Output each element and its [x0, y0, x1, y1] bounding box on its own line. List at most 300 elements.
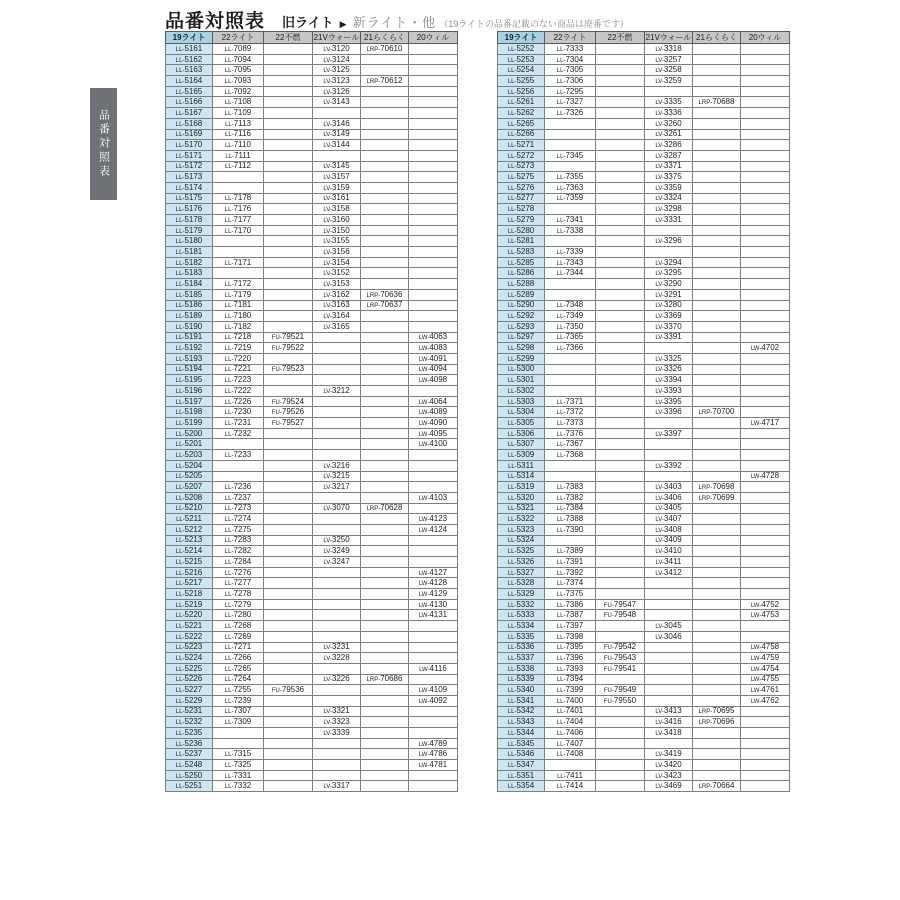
cell — [409, 706, 458, 717]
cell-19light: LL-5215 — [166, 557, 213, 568]
cell — [645, 674, 693, 685]
cell — [264, 150, 313, 161]
part-prefix: LL- — [556, 570, 566, 577]
table-row — [166, 279, 458, 290]
cell: LL-7373 — [545, 418, 596, 429]
cell: LL-7315 — [213, 749, 264, 760]
cell: LL-7171 — [213, 257, 264, 268]
cell: LRP-70637 — [361, 300, 409, 311]
cell-19light: LL-5286 — [498, 268, 545, 279]
part-prefix: LL- — [175, 46, 185, 53]
cell-19light: LL-5328 — [498, 578, 545, 589]
cell — [264, 546, 313, 557]
part-prefix: LL- — [557, 773, 566, 780]
cell — [264, 193, 313, 204]
cell-19light: LL-5337 — [498, 653, 545, 664]
cell — [361, 653, 409, 664]
part-prefix: LL- — [224, 89, 234, 96]
cell — [361, 396, 409, 407]
part-prefix: LL- — [556, 303, 566, 310]
part-prefix: LV- — [655, 185, 664, 192]
cell — [264, 204, 313, 215]
part-prefix: LL- — [507, 121, 517, 128]
cell — [693, 129, 741, 140]
part-prefix: LV- — [323, 207, 332, 214]
part-prefix: LL- — [175, 132, 185, 139]
cell-19light: LL-5326 — [498, 557, 545, 568]
arrow-right-icon: ▶ — [339, 19, 347, 29]
cell — [741, 631, 790, 642]
cell: FU-79550 — [596, 695, 645, 706]
part-prefix: LL- — [224, 410, 234, 417]
table-row — [498, 65, 790, 76]
cell — [313, 631, 361, 642]
table-row — [498, 418, 790, 429]
part-prefix: LL- — [224, 538, 234, 545]
cell — [409, 717, 458, 728]
cell — [545, 375, 596, 386]
part-prefix: LV- — [323, 228, 332, 235]
cell — [741, 706, 790, 717]
part-prefix: LL- — [175, 260, 185, 267]
part-prefix: LL- — [507, 78, 517, 85]
cell — [596, 749, 645, 760]
cell: LL-7221 — [213, 364, 264, 375]
cell: FU-79521 — [264, 332, 313, 343]
cell-19light: LL-5343 — [498, 717, 545, 728]
cell: LW-4761 — [741, 685, 790, 696]
table-row — [166, 728, 458, 739]
part-prefix: LL- — [507, 410, 517, 417]
part-prefix: LL- — [224, 602, 234, 609]
cell — [313, 621, 361, 632]
part-prefix: LL- — [556, 634, 566, 641]
part-prefix: LL- — [175, 623, 185, 630]
table-row — [166, 610, 458, 621]
cell — [645, 695, 693, 706]
cell — [741, 482, 790, 493]
part-prefix: LRP- — [366, 78, 381, 85]
cell: LL-7394 — [545, 674, 596, 685]
cell: LW-4759 — [741, 653, 790, 664]
cell-19light: LL-5170 — [166, 140, 213, 151]
cell: LL-7179 — [213, 289, 264, 300]
part-prefix: LV- — [655, 132, 664, 139]
cell — [596, 460, 645, 471]
cell: LV-3217 — [313, 482, 361, 493]
cell — [264, 44, 313, 55]
table-row — [166, 321, 458, 332]
table-row — [498, 150, 790, 161]
part-prefix: LV- — [655, 720, 664, 727]
cell — [741, 65, 790, 76]
cell: LV-3296 — [645, 236, 693, 247]
cell-19light: LL-5190 — [166, 321, 213, 332]
part-prefix: LW- — [418, 495, 430, 502]
table-row — [166, 311, 458, 322]
part-prefix: LV- — [655, 709, 664, 716]
part-prefix: LL- — [507, 506, 517, 513]
cell: LW-4130 — [409, 599, 458, 610]
table-row — [498, 482, 790, 493]
part-prefix: LV- — [323, 324, 332, 331]
cell — [361, 386, 409, 397]
cell — [264, 460, 313, 471]
part-prefix: LV- — [655, 68, 664, 75]
cell — [741, 279, 790, 290]
cell — [409, 321, 458, 332]
part-prefix: LL- — [556, 452, 566, 459]
cell-19light: LL-5276 — [498, 182, 545, 193]
part-prefix: LL- — [224, 356, 234, 363]
cell: LV-3331 — [645, 215, 693, 226]
part-prefix: LW- — [418, 346, 430, 353]
part-prefix: LV- — [323, 709, 332, 716]
cell — [693, 332, 741, 343]
cell — [264, 610, 313, 621]
part-prefix: LV- — [323, 239, 332, 246]
cell — [741, 86, 790, 97]
table-row — [498, 503, 790, 514]
cell: LRP-70700 — [693, 407, 741, 418]
cell — [596, 150, 645, 161]
table-row — [498, 343, 790, 354]
cell — [596, 44, 645, 55]
part-prefix: LL- — [507, 281, 517, 288]
part-prefix: LL- — [556, 46, 566, 53]
part-prefix: LL- — [225, 164, 234, 171]
cell-19light: LL-5323 — [498, 524, 545, 535]
table-row — [166, 300, 458, 311]
table-row — [498, 460, 790, 471]
cell: LL-7230 — [213, 407, 264, 418]
table-row — [166, 418, 458, 429]
cell — [693, 300, 741, 311]
part-prefix: LL- — [175, 677, 185, 684]
part-prefix: LL- — [175, 217, 185, 224]
cell — [545, 140, 596, 151]
part-prefix: LL- — [556, 741, 566, 748]
cell — [264, 621, 313, 632]
cell — [361, 118, 409, 129]
cell: LV-3216 — [313, 460, 361, 471]
part-prefix: LL- — [175, 314, 185, 321]
part-prefix: LL- — [507, 452, 517, 459]
cell-19light: LL-5201 — [166, 439, 213, 450]
part-prefix: LL- — [224, 773, 234, 780]
part-prefix: LL- — [224, 634, 234, 641]
cell — [264, 653, 313, 664]
part-prefix: LL- — [224, 720, 234, 727]
part-prefix: LL- — [556, 677, 566, 684]
cell — [361, 150, 409, 161]
cell: LL-7376 — [545, 428, 596, 439]
cell — [596, 770, 645, 781]
cell-19light: LL-5214 — [166, 546, 213, 557]
part-prefix: LL- — [507, 645, 517, 652]
cell — [409, 557, 458, 568]
cell: LL-7331 — [213, 770, 264, 781]
part-prefix: LL- — [224, 431, 234, 438]
part-prefix: LRP- — [366, 677, 381, 684]
cell — [741, 396, 790, 407]
cell — [264, 760, 313, 771]
part-prefix: FU- — [603, 666, 614, 673]
cell-19light: LL-5208 — [166, 492, 213, 503]
part-prefix: LL- — [507, 335, 517, 342]
cell: LV-3317 — [313, 781, 361, 792]
cell — [361, 364, 409, 375]
cell: LV-3410 — [645, 546, 693, 557]
cell — [213, 439, 264, 450]
cell: LW-4762 — [741, 695, 790, 706]
cell — [361, 172, 409, 183]
cell — [693, 247, 741, 258]
cell: LL-7231 — [213, 418, 264, 429]
cell — [409, 770, 458, 781]
cell-19light: LL-5181 — [166, 247, 213, 258]
part-prefix: LRP- — [366, 506, 381, 513]
part-prefix: LV- — [655, 175, 664, 182]
cell: LL-7112 — [213, 161, 264, 172]
part-prefix: LV- — [655, 303, 664, 310]
table-row — [166, 738, 458, 749]
cell — [409, 118, 458, 129]
cell: LL-7404 — [545, 717, 596, 728]
cell — [645, 225, 693, 236]
cell-19light: LL-5219 — [166, 599, 213, 610]
cell-19light: LL-5283 — [498, 247, 545, 258]
part-prefix: LV- — [323, 463, 332, 470]
cell — [264, 289, 313, 300]
cell — [693, 76, 741, 87]
part-prefix: LL- — [507, 388, 517, 395]
part-prefix: LV- — [323, 100, 332, 107]
table-row — [166, 760, 458, 771]
part-prefix: LL- — [507, 656, 517, 663]
column-header-3: 21Vウォール — [645, 32, 692, 42]
part-prefix: LL- — [175, 591, 185, 598]
cell — [213, 738, 264, 749]
table-row — [166, 257, 458, 268]
part-prefix: LV- — [655, 100, 664, 107]
table-row — [166, 172, 458, 183]
part-prefix: LL- — [175, 121, 185, 128]
part-prefix: LL- — [556, 89, 566, 96]
cell — [693, 364, 741, 375]
part-prefix: LL- — [224, 281, 234, 288]
cell-19light: LL-5199 — [166, 418, 213, 429]
part-prefix: LV- — [655, 153, 664, 160]
table-row — [498, 108, 790, 119]
part-prefix: LL- — [556, 623, 566, 630]
part-prefix: LW- — [750, 613, 762, 620]
table-row — [498, 353, 790, 364]
cell: LL-7325 — [213, 760, 264, 771]
cell — [361, 781, 409, 792]
cell: LL-7374 — [545, 578, 596, 589]
cell — [693, 695, 741, 706]
part-prefix: LV- — [323, 217, 332, 224]
cell — [264, 375, 313, 386]
cell — [264, 567, 313, 578]
cell — [693, 557, 741, 568]
cell-19light: LL-5332 — [498, 599, 545, 610]
cell — [693, 450, 741, 461]
part-prefix: LV- — [323, 89, 332, 96]
part-prefix: LV- — [323, 57, 332, 64]
cell — [361, 471, 409, 482]
cell — [264, 225, 313, 236]
cell: LW-4089 — [409, 407, 458, 418]
cell — [264, 172, 313, 183]
cell — [741, 717, 790, 728]
table-row — [498, 161, 790, 172]
cell-19light: LL-5162 — [166, 54, 213, 65]
cell: LV-3144 — [313, 140, 361, 151]
cell: LV-3287 — [645, 150, 693, 161]
cell — [693, 386, 741, 397]
cell — [596, 482, 645, 493]
cell — [545, 353, 596, 364]
table-row — [498, 76, 790, 87]
part-prefix: LL- — [175, 730, 185, 737]
cell-19light: LL-5175 — [166, 193, 213, 204]
cell: LV-3149 — [313, 129, 361, 140]
cell-19light: LL-5210 — [166, 503, 213, 514]
cell: LV-3257 — [645, 54, 693, 65]
part-prefix: FU- — [271, 399, 282, 406]
cell: LL-7113 — [213, 118, 264, 129]
part-prefix: LV- — [323, 143, 332, 150]
cell: LL-7264 — [213, 674, 264, 685]
cell-19light: LL-5300 — [498, 364, 545, 375]
cell: LV-3403 — [645, 482, 693, 493]
cell — [409, 54, 458, 65]
cell: LV-3321 — [313, 706, 361, 717]
cell — [545, 364, 596, 375]
table-row — [166, 695, 458, 706]
part-prefix: LL- — [175, 420, 185, 427]
cell: FU-79527 — [264, 418, 313, 429]
part-prefix: LL- — [175, 559, 185, 566]
cell — [361, 129, 409, 140]
part-prefix: LL- — [224, 709, 234, 716]
cell-19light: LL-5185 — [166, 289, 213, 300]
cell: LV-3323 — [313, 717, 361, 728]
cell — [645, 663, 693, 674]
table-row — [498, 247, 790, 258]
cell — [645, 343, 693, 354]
cell — [741, 567, 790, 578]
part-prefix: LL- — [556, 656, 566, 663]
part-prefix: LL- — [224, 78, 234, 85]
cell-19light: LL-5220 — [166, 610, 213, 621]
part-prefix: LL- — [176, 517, 185, 524]
cell — [264, 182, 313, 193]
cell: LL-7182 — [213, 321, 264, 332]
cell — [741, 76, 790, 87]
cell: LL-7344 — [545, 268, 596, 279]
cell — [264, 86, 313, 97]
cell — [361, 578, 409, 589]
part-prefix: LV- — [323, 720, 332, 727]
cell-19light: LL-5275 — [498, 172, 545, 183]
cell — [264, 97, 313, 108]
part-prefix: LV- — [323, 132, 332, 139]
part-prefix: LW- — [750, 420, 762, 427]
cell — [741, 760, 790, 771]
cell: LL-7295 — [545, 86, 596, 97]
table-row — [498, 535, 790, 546]
cell — [409, 781, 458, 792]
cell: LL-7392 — [545, 567, 596, 578]
cell — [693, 610, 741, 621]
part-prefix: LL- — [507, 666, 517, 673]
cell: FU-79543 — [596, 653, 645, 664]
cell — [264, 770, 313, 781]
part-prefix: LV- — [323, 271, 332, 278]
table-row — [498, 386, 790, 397]
cell: LW-4091 — [409, 353, 458, 364]
table-row — [498, 129, 790, 140]
table-row — [498, 300, 790, 311]
table-row — [166, 386, 458, 397]
cell: LW-4728 — [741, 471, 790, 482]
cell — [361, 524, 409, 535]
part-prefix: LW- — [418, 613, 430, 620]
part-prefix: LL- — [556, 613, 566, 620]
part-prefix: LL- — [507, 207, 517, 214]
cell — [409, 86, 458, 97]
cell: LL-7341 — [545, 215, 596, 226]
cell — [596, 781, 645, 792]
cell — [361, 695, 409, 706]
cell: LV-3370 — [645, 321, 693, 332]
part-prefix: LL- — [224, 57, 234, 64]
table-row — [498, 492, 790, 503]
cell — [596, 631, 645, 642]
table-row — [498, 289, 790, 300]
cell — [361, 311, 409, 322]
cell: LV-3295 — [645, 268, 693, 279]
cell: LL-7382 — [545, 492, 596, 503]
table-row — [166, 407, 458, 418]
part-prefix: LW- — [418, 517, 430, 524]
part-prefix: LL- — [175, 474, 185, 481]
cell-19light: LL-5180 — [166, 236, 213, 247]
part-prefix: LL- — [224, 100, 234, 107]
cell — [409, 289, 458, 300]
part-prefix: LW- — [418, 527, 430, 534]
cell — [645, 578, 693, 589]
table-row — [166, 642, 458, 653]
part-prefix: LL- — [556, 153, 566, 160]
cell — [693, 514, 741, 525]
cell-19light: LL-5298 — [498, 343, 545, 354]
cell: LV-3153 — [313, 279, 361, 290]
part-prefix: LW- — [418, 591, 430, 598]
part-prefix: LL- — [507, 527, 517, 534]
cell — [693, 65, 741, 76]
cell-19light: LL-5336 — [498, 642, 545, 653]
part-prefix: LV- — [323, 292, 332, 299]
part-prefix: LL- — [507, 367, 517, 374]
table-row — [166, 450, 458, 461]
cell — [545, 129, 596, 140]
table-row — [498, 364, 790, 375]
part-prefix: LL- — [175, 185, 185, 192]
